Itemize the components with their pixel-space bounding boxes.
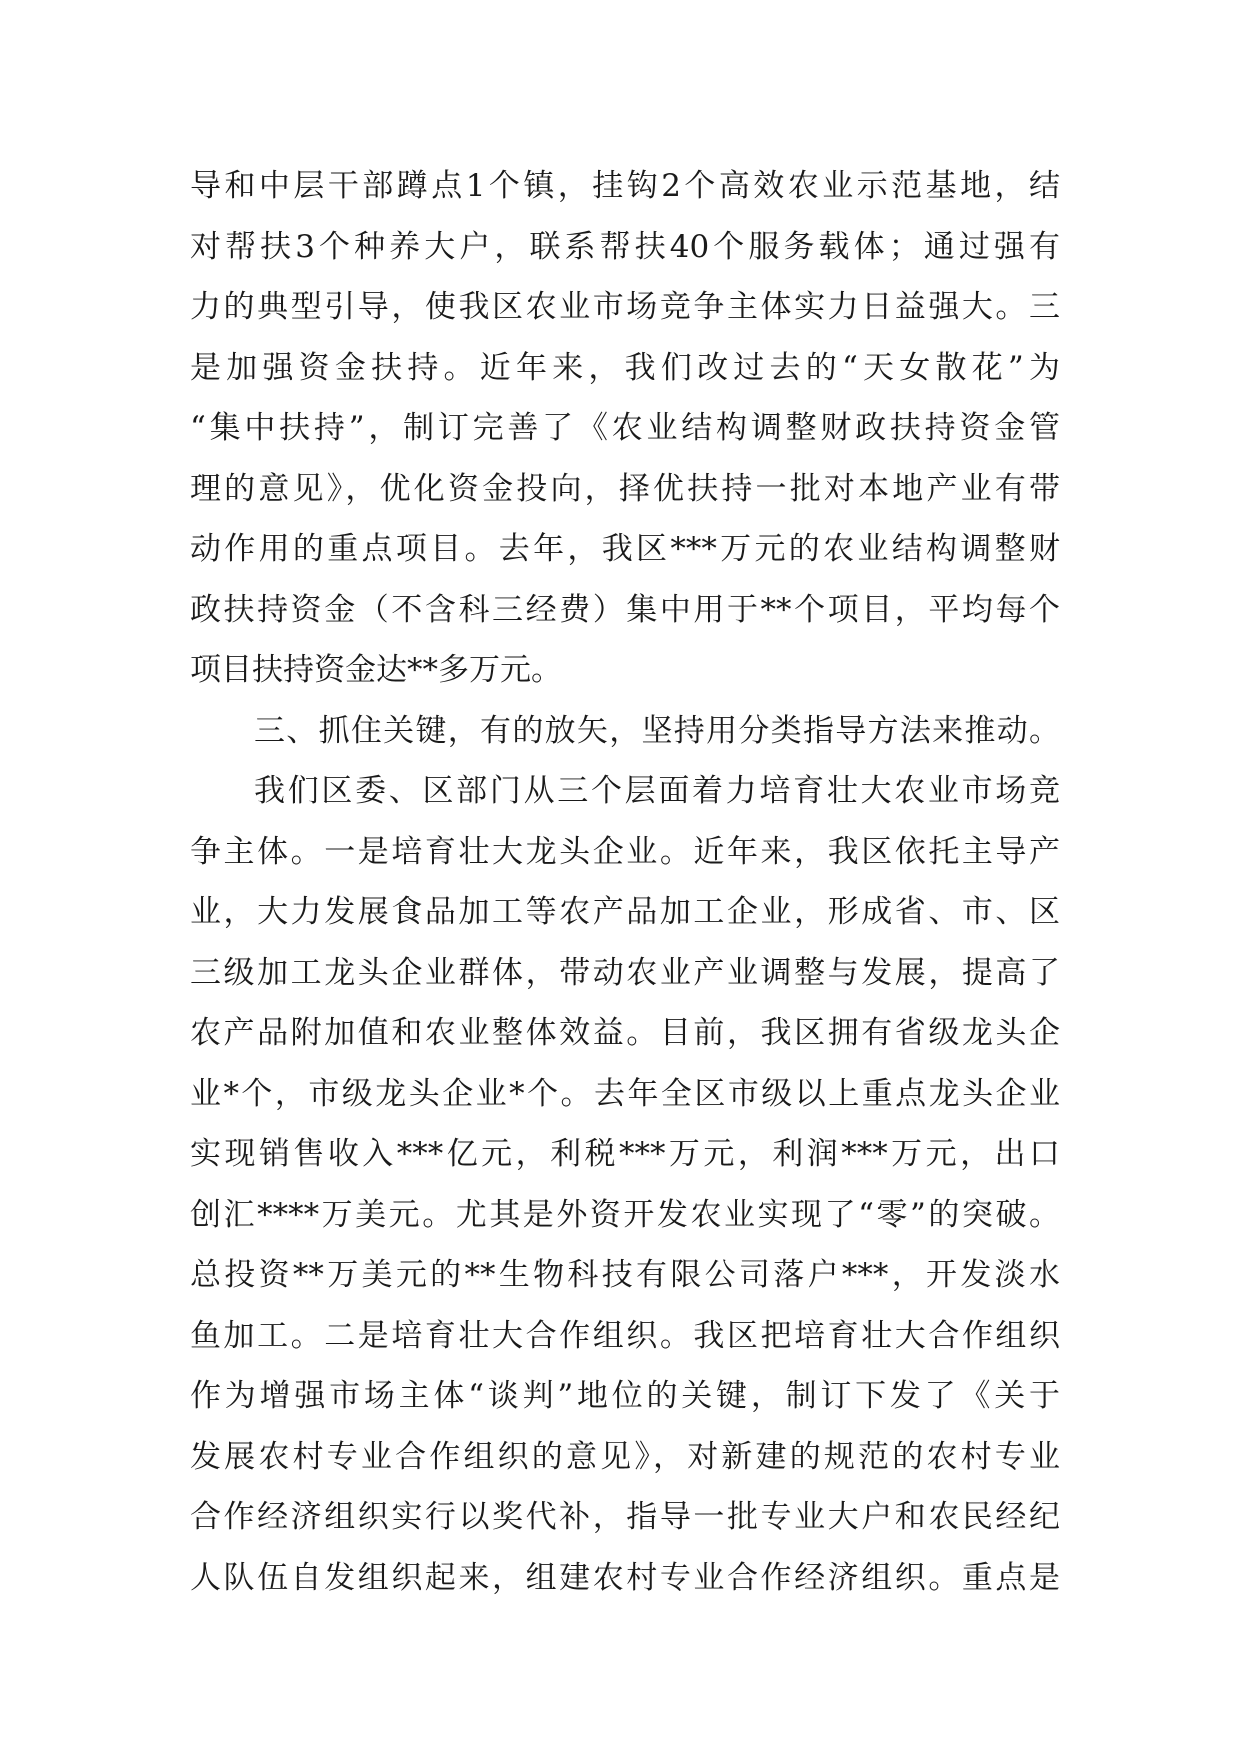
text-line: 是加强资金扶持。近年来，我们改过去的“天女散花”为 xyxy=(190,349,1060,386)
text-line: 对帮扶3个种养大户，联系帮扶40个服务载体；通过强有 xyxy=(190,228,1060,265)
text-line: 作为增强市场主体“谈判”地位的关键，制订下发了《关于 xyxy=(190,1378,1060,1414)
text-line: 创汇****万美元。尤其是外资开发农业实现了“零”的突破。 xyxy=(190,1196,1060,1233)
text-line: 动作用的重点项目。去年，我区***万元的农业结构调整财 xyxy=(190,531,1060,567)
text-line: 导和中层干部蹲点1个镇，挂钩2个高效农业示范基地，结 xyxy=(190,168,1060,204)
text-line: 三级加工龙头企业群体，带动农业产业调整与发展，提高了 xyxy=(190,954,1060,991)
text-line: 发展农村专业合作组织的意见》，对新建的规范的农村专业 xyxy=(190,1438,1060,1475)
document-body xyxy=(190,156,1060,1608)
text-line: 人队伍自发组织起来，组建农村专业合作经济组织。重点是 xyxy=(190,1559,1060,1596)
text-line: 我们区委、区部门从三个层面着力培育壮大农业市场竞 xyxy=(254,773,1060,809)
text-line: 项目扶持资金达**多万元。 xyxy=(190,652,562,688)
text-line: 农产品附加值和农业整体效益。目前，我区拥有省级龙头企 xyxy=(190,1015,1060,1051)
text-line: 业，大力发展食品加工等农产品加工企业，形成省、市、区 xyxy=(190,894,1060,930)
text-line: 实现销售收入***亿元，利税***万元，利润***万元，出口 xyxy=(190,1136,1060,1172)
text-line: 争主体。一是培育壮大龙头企业。近年来，我区依托主导产 xyxy=(190,833,1060,870)
text-line: 政扶持资金（不含科三经费）集中用于**个项目，平均每个 xyxy=(190,591,1060,628)
text-line: 力的典型引导，使我区农业市场竞争主体实力日益强大。三 xyxy=(190,289,1060,325)
text-line: 鱼加工。二是培育壮大合作组织。我区把培育壮大合作组织 xyxy=(190,1317,1060,1354)
text-line: 业*个，市级龙头企业*个。去年全区市级以上重点龙头企业 xyxy=(190,1075,1060,1112)
text-line: 总投资**万美元的**生物科技有限公司落户***，开发淡水 xyxy=(190,1257,1060,1293)
text-line: 合作经济组织实行以奖代补，指导一批专业大户和农民经纪 xyxy=(190,1499,1060,1535)
section-heading: 三、抓住关键，有的放矢，坚持用分类指导方法来推动。 xyxy=(254,712,1060,749)
text-line: “集中扶持”，制订完善了《农业结构调整财政扶持资金管 xyxy=(190,410,1060,446)
text-line: 理的意见》，优化资金投向，择优扶持一批对本地产业有带 xyxy=(190,470,1060,507)
